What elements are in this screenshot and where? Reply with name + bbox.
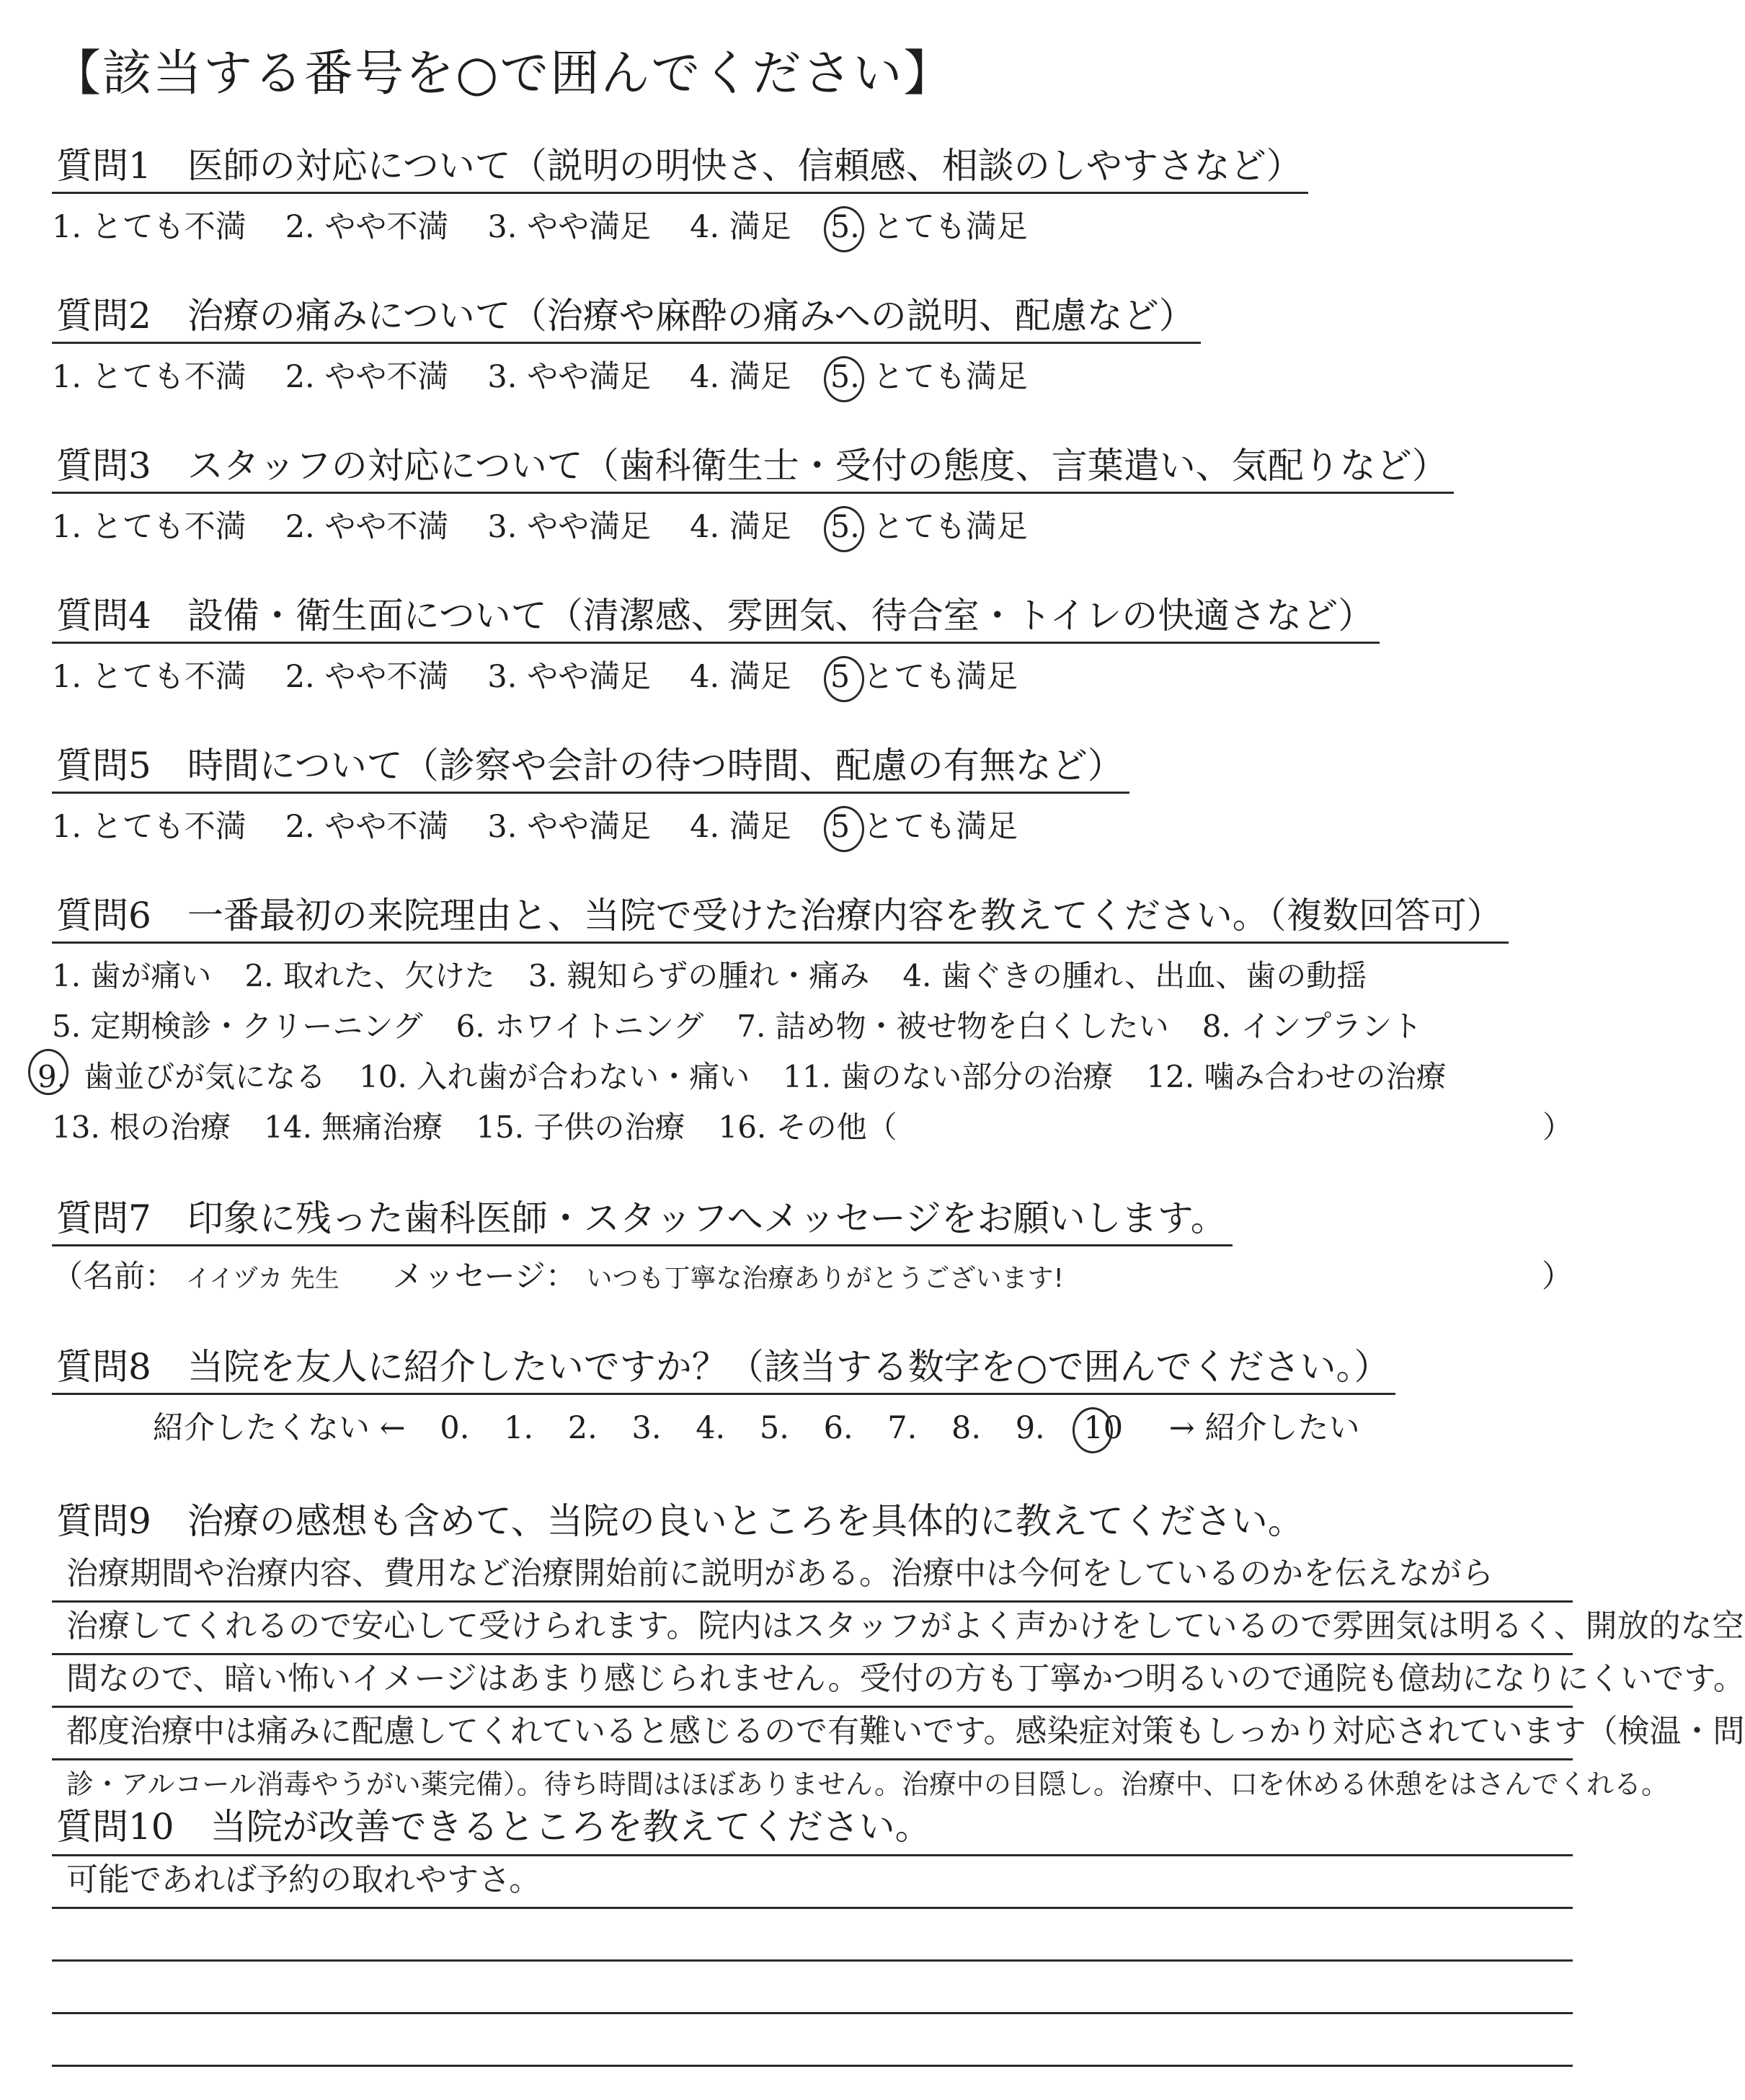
question-8-text: 当院を友人に紹介したいですか？（該当する数字を○で囲んでください。） (187, 1346, 1390, 1388)
question-7-label: 質問7 (56, 1197, 151, 1239)
answer-line: 都度治療中は痛みに配慮してくれていると感じるので有難いです。感染症対策もしっかり対応されています（検温・問 (52, 1708, 1573, 1760)
option-item[interactable]: 16. その他（ (718, 1109, 897, 1145)
scale-number-10-circled[interactable]: 10 (1079, 1410, 1127, 1446)
message-label: メッセージ： (392, 1259, 577, 1295)
option-item[interactable]: 3. 親知らずの腫れ・痛み (528, 958, 870, 993)
option-5-circled[interactable]: 5 (830, 509, 851, 545)
option-4[interactable]: 4. 満足 (690, 209, 791, 245)
option-item[interactable]: 11. 歯のない部分の治療 (783, 1059, 1114, 1094)
option-item[interactable]: 5. 定期検診・クリーニング (52, 1009, 423, 1044)
question-1-label: 質問1 (56, 145, 151, 187)
question-6 (37, 887, 1573, 1153)
answer-line (52, 1962, 1573, 2014)
option-5-label: とても満足 (863, 659, 1018, 695)
answer-line: 可能であれば予約の取れやすさ。 (52, 1856, 1573, 1909)
option-5-label: とても満足 (872, 509, 1028, 545)
option-row (52, 1102, 1573, 1153)
scale-number[interactable]: 8. (951, 1410, 982, 1446)
question-2-text: 治療の痛みについて（治療や麻酔の痛みへの説明、配慮など） (187, 295, 1195, 337)
option-2[interactable]: 2. やや不満 (285, 359, 449, 395)
option-4[interactable]: 4. 満足 (690, 359, 791, 395)
answer-line (52, 2014, 1573, 2067)
answer-line: 治療してくれるので安心して受けられます。院内はスタッフがよく声かけをしているので雰囲気は明るく、開放的な空 (52, 1603, 1573, 1655)
question-2-options: 1. とても不満 2. やや不満 3. やや満足 4. 満足 5. とても満足 (52, 353, 1201, 396)
answer-line: 間なので、暗い怖いイメージはあまり感じられません。受付の方も丁寧かつ明るいので通院も億劫になりにくいです。 (52, 1655, 1573, 1708)
question-10-text: 当院が改善できるところを教えてください。 (210, 1806, 931, 1848)
name-label: （名前： (52, 1259, 176, 1295)
option-1[interactable]: 1. とても不満 (52, 809, 247, 845)
option-item[interactable]: 15. 子供の治療 (476, 1109, 685, 1145)
message-value[interactable]: いつも丁寧な治療ありがとうございます! (586, 1264, 1064, 1293)
option-3[interactable]: 3. やや満足 (487, 209, 652, 245)
option-3[interactable]: 3. やや満足 (487, 359, 652, 395)
question-3-options: 1. とても不満 2. やや不満 3. やや満足 4. 満足 5. とても満足 (52, 502, 1454, 546)
option-5-label: とても満足 (872, 209, 1028, 245)
question-4-label: 質問4 (56, 595, 151, 637)
option-2[interactable]: 2. やや不満 (285, 659, 449, 695)
scale-number[interactable]: 4. (696, 1410, 726, 1446)
question-8 (52, 1338, 1395, 1448)
answer-line: 診・アルコール消毒やうがい薬完備）。待ち時間はほぼありません。治療中の目隠し。治療中、口を休める休憩をはさんでくれる。 (66, 1768, 1669, 1800)
option-5-circled[interactable]: 5 (830, 809, 851, 845)
scale-number[interactable]: 1. (504, 1410, 534, 1446)
question-4-text: 設備・衛生面について（清潔感、雰囲気、待合室・トイレの快適さなど） (187, 595, 1375, 637)
option-2[interactable]: 2. やや不満 (285, 209, 449, 245)
option-item[interactable]: 歯並びが気になる (84, 1059, 327, 1094)
option-item[interactable]: 2. 取れた、欠けた (244, 958, 495, 993)
scale-left-label: 紹介したくない ← (153, 1410, 406, 1446)
scale-number[interactable]: 6. (823, 1410, 853, 1446)
scale-number[interactable]: 2. (567, 1410, 598, 1446)
scale-number[interactable]: 5. (759, 1410, 789, 1446)
question-9-label: 質問9 (56, 1500, 151, 1542)
option-3[interactable]: 3. やや満足 (487, 509, 652, 545)
question-5 (52, 737, 1129, 846)
option-1[interactable]: 1. とても不満 (52, 359, 247, 395)
option-item[interactable]: 10. 入れ歯が合わない・痛い (359, 1059, 750, 1094)
question-1 (52, 137, 1308, 247)
option-5-circled[interactable]: 5 (830, 209, 851, 245)
scale-number[interactable]: 7. (887, 1410, 918, 1446)
option-5-label: とても満足 (872, 359, 1028, 395)
question-2 (52, 287, 1201, 396)
question-1-text: 医師の対応について（説明の明快さ、信頼感、相談のしやすさなど） (187, 145, 1302, 187)
question-5-options (52, 802, 1129, 846)
question-9-answer[interactable] (52, 1550, 1745, 1811)
page-title: 【該当する番号を○で囲んでください】 (52, 45, 954, 102)
question-8-label: 質問8 (56, 1346, 151, 1388)
question-4 (52, 587, 1380, 696)
option-3[interactable]: 3. やや満足 (487, 809, 652, 845)
answer-line (52, 1909, 1573, 1962)
scale-number[interactable]: 3. (631, 1410, 662, 1446)
option-2[interactable]: 2. やや不満 (285, 509, 449, 545)
question-3-text: スタッフの対応について（歯科衛生士・受付の態度、言葉遣い、気配りなど） (187, 445, 1448, 487)
question-3-label: 質問3 (56, 445, 151, 487)
question-6-options (37, 951, 1573, 1153)
question-2-label: 質問2 (56, 295, 151, 337)
option-item[interactable]: 12. 噛み合わせの治療 (1146, 1059, 1447, 1094)
question-10-answer[interactable] (52, 1854, 1573, 2067)
option-item[interactable]: 14. 無痛治療 (264, 1109, 443, 1145)
question-10 (52, 1798, 937, 1853)
option-1[interactable]: 1. とても不満 (52, 509, 247, 545)
option-5-circled[interactable]: 5 (830, 659, 851, 695)
name-value[interactable]: イイヅカ 先生 (185, 1264, 339, 1293)
question-9-text: 治療の感想も含めて、当院の良いところを具体的に教えてください。 (187, 1500, 1304, 1542)
option-item[interactable]: 1. 歯が痛い (52, 958, 212, 993)
option-9-circled[interactable]: 9. (35, 1052, 69, 1102)
answer-line: 治療期間や治療内容、費用など治療開始前に説明がある。治療中は今何をしているのかを伝えながら (52, 1550, 1573, 1603)
option-2[interactable]: 2. やや不満 (285, 809, 449, 845)
option-item[interactable]: 13. 根の治療 (52, 1109, 231, 1145)
question-5-label: 質問5 (56, 745, 151, 787)
option-item[interactable]: 6. ホワイトニング (456, 1009, 704, 1044)
recommend-scale (52, 1404, 1395, 1448)
scale-right-label: → 紹介したい (1168, 1410, 1360, 1446)
question-4-options (52, 652, 1380, 696)
option-item[interactable]: 7. 詰め物・被せ物を白くしたい (737, 1009, 1169, 1044)
option-1[interactable]: 1. とても不満 (52, 659, 247, 695)
option-4[interactable]: 4. 満足 (690, 809, 791, 845)
question-3 (52, 437, 1454, 546)
question-7 (52, 1189, 1573, 1296)
question-7-text: 印象に残った歯科医師・スタッフへメッセージをお願いします。 (187, 1197, 1227, 1239)
option-5-label: とても満足 (863, 809, 1018, 845)
option-3[interactable]: 3. やや満足 (487, 659, 652, 695)
option-item[interactable]: 4. 歯ぐきの腫れ、出血、歯の動揺 (902, 958, 1367, 993)
option-row (35, 1052, 1573, 1102)
option-row (52, 1001, 1573, 1052)
question-10-label: 質問10 (56, 1806, 174, 1848)
option-1[interactable]: 1. とても不満 (52, 209, 247, 245)
option-4[interactable]: 4. 満足 (690, 659, 791, 695)
option-5-circled[interactable]: 5 (830, 359, 851, 395)
question-6-text: 一番最初の来院理由と、当院で受けた治療内容を教えてください。（複数回答可） (187, 895, 1503, 936)
scale-number[interactable]: 0. (440, 1410, 470, 1446)
option-row (52, 951, 1573, 1001)
question-5-text: 時間について（診察や会計の待つ時間、配慮の有無など） (187, 745, 1124, 787)
message-close-paren: ） (1542, 1259, 1573, 1295)
question-1-options: 1. とても不満 2. やや不満 3. やや満足 4. 満足 5. とても満足 (52, 203, 1308, 247)
message-line (52, 1252, 1573, 1296)
question-9 (52, 1492, 1310, 1547)
option-item[interactable]: 8. インプラント (1202, 1009, 1423, 1044)
other-close-paren: ） (1542, 1109, 1573, 1145)
option-4[interactable]: 4. 満足 (690, 509, 791, 545)
scale-number[interactable]: 9. (1015, 1410, 1045, 1446)
question-6-label: 質問6 (56, 895, 151, 936)
